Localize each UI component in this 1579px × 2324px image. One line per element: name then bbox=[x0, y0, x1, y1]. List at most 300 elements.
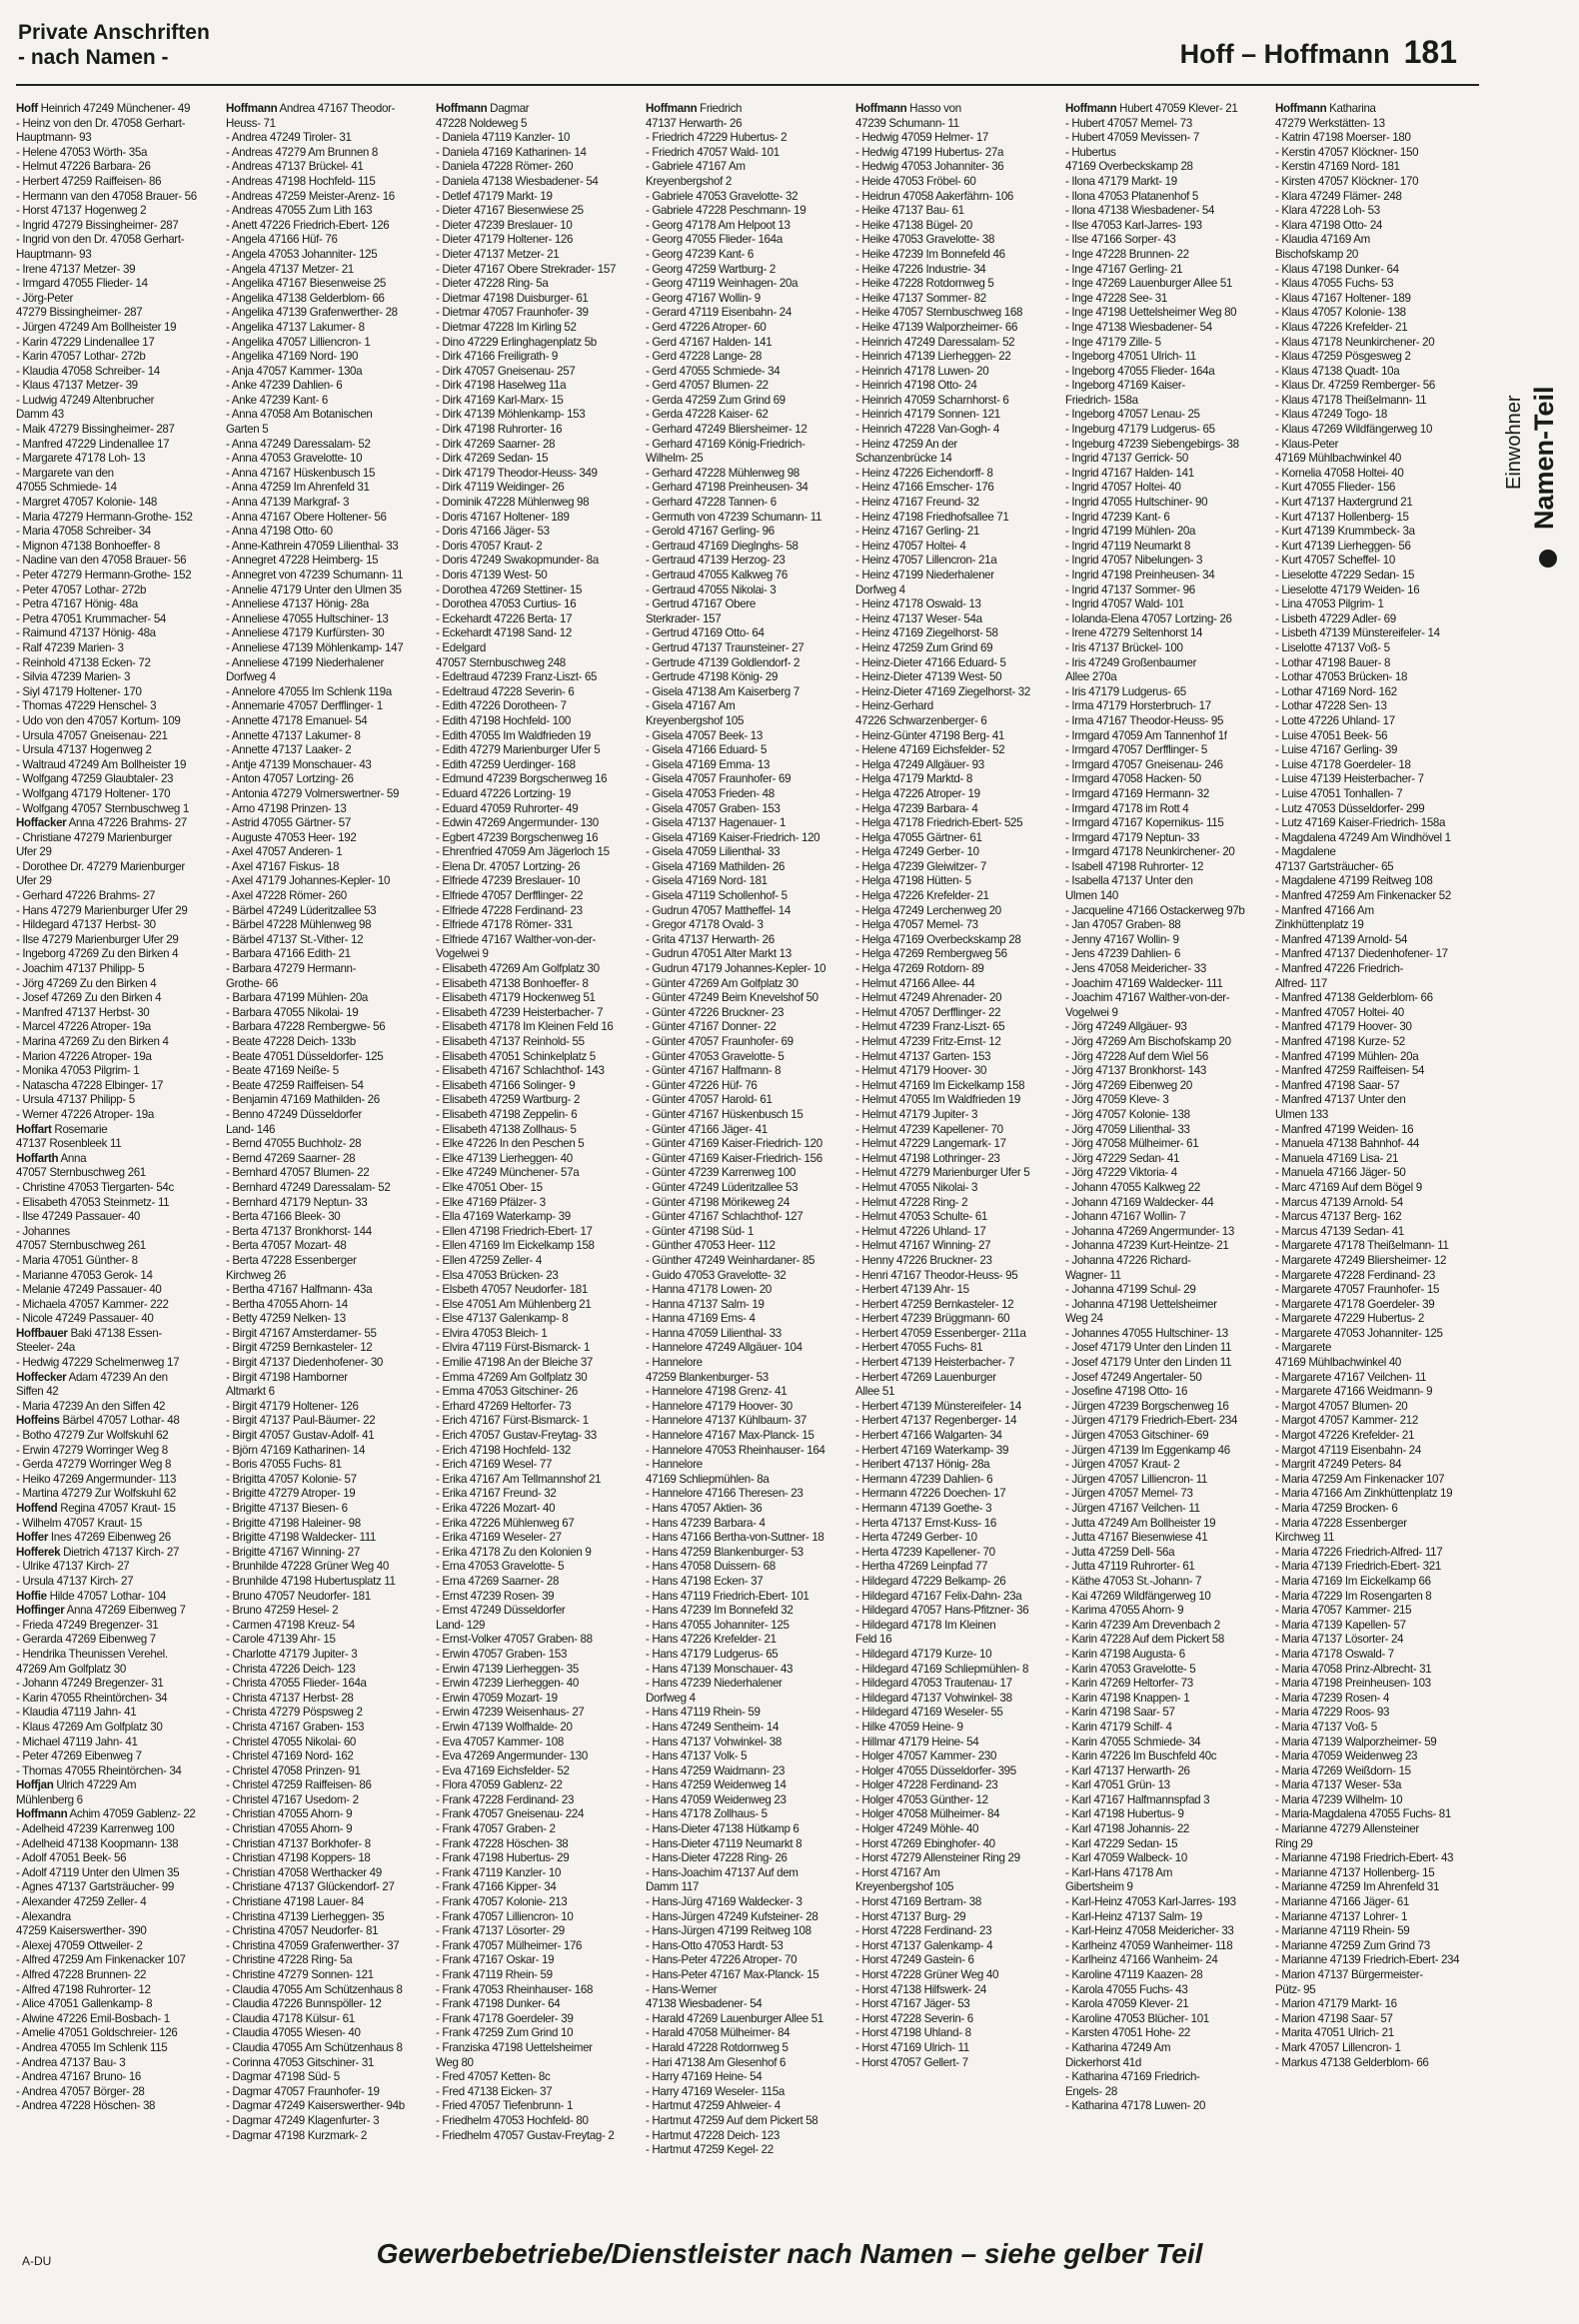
entry-text: - Frank 47057 Lilliencron- 10 bbox=[436, 1909, 574, 1923]
directory-entry bbox=[226, 2129, 430, 2144]
directory-entry bbox=[646, 802, 849, 817]
directory-entry bbox=[226, 1764, 430, 1779]
entry-text: - Heinz 47259 An der bbox=[855, 437, 957, 451]
entry-text: - Gerhard 47198 Preinheusen- 34 bbox=[646, 481, 808, 495]
entry-text: - Hans-Otto 47053 Hardt- 53 bbox=[646, 1938, 784, 1952]
entry-text: - Maria 47178 Oswald- 7 bbox=[1275, 1647, 1394, 1661]
directory-entry bbox=[855, 1968, 1059, 1983]
entry-text: - Dagmar 47198 Süd- 5 bbox=[226, 2070, 340, 2084]
directory-entry bbox=[226, 306, 430, 321]
entry-text: - Kerstin 47057 Klöckner- 150 bbox=[1275, 145, 1419, 159]
entry-text: - Horst 47169 Ulrich- 11 bbox=[855, 2040, 969, 2054]
directory-entry bbox=[1275, 1210, 1479, 1225]
directory-entry bbox=[646, 1254, 849, 1269]
directory-entry bbox=[436, 802, 640, 817]
directory-entry bbox=[1275, 1997, 1479, 2012]
entry-text: - Maria 47239 Wilhelm- 10 bbox=[1275, 1792, 1403, 1806]
directory-entry bbox=[855, 1400, 1059, 1415]
entry-text: Adam 47239 An den bbox=[66, 1370, 168, 1384]
entry-text: - Manfred 47137 Unter den bbox=[1275, 1093, 1406, 1107]
entry-text: - Gerard 47119 Eisenbahn- 24 bbox=[646, 306, 791, 320]
directory-entry bbox=[436, 874, 640, 889]
entry-text: - Hans 47119 Rhein- 59 bbox=[646, 1706, 761, 1720]
directory-entry bbox=[226, 612, 430, 627]
entry-text: - Jürgen 47249 Am Bollheister 19 bbox=[16, 320, 177, 334]
directory-entry bbox=[1275, 743, 1479, 758]
entry-text: - Gabriele 47167 Am bbox=[646, 160, 746, 174]
entry-text: - Andrea 47137 Bau- 3 bbox=[16, 2055, 126, 2069]
directory-entry bbox=[646, 1560, 849, 1575]
directory-entry bbox=[855, 1429, 1059, 1444]
directory-entry bbox=[1275, 1706, 1479, 1721]
entry-text: - Isabella 47137 Unter den bbox=[1065, 874, 1193, 888]
entry-text: - Edith 47259 Uerdinger- 168 bbox=[436, 757, 576, 771]
directory-entry bbox=[855, 787, 1059, 802]
entry-text: - Hans-Dieter 47138 Hütkamp 6 bbox=[646, 1822, 799, 1836]
entry-text: - Ingrid 47199 Mühlen- 20a bbox=[1065, 525, 1196, 539]
directory-entry bbox=[1065, 1093, 1269, 1108]
entry-text: Gibertsheim 9 bbox=[1065, 1880, 1133, 1894]
directory-entry bbox=[855, 1050, 1059, 1065]
entry-text: - Ingeborg 47051 Ulrich- 11 bbox=[1065, 350, 1196, 364]
directory-entry bbox=[646, 1312, 849, 1327]
directory-entry bbox=[1275, 160, 1479, 175]
entry-text: - Fred 47057 Ketten- 8c bbox=[436, 2070, 551, 2084]
directory-entry bbox=[16, 1108, 220, 1123]
entry-text: - Edith 47198 Hochfeld- 100 bbox=[436, 713, 571, 727]
directory-entry bbox=[16, 1166, 220, 1181]
entry-text: - Karin 47226 Im Buschfeld 40c bbox=[1065, 1749, 1217, 1763]
entry-text: - Franziska 47198 Uettelsheimer bbox=[436, 2040, 593, 2054]
directory-entry bbox=[855, 1239, 1059, 1254]
directory-entry bbox=[226, 1983, 430, 1998]
entry-text: - Gerd 47228 Lange- 28 bbox=[646, 350, 763, 364]
entry-text: 47269 Am Golfplatz 30 bbox=[16, 1662, 126, 1676]
directory-entry bbox=[1275, 1778, 1479, 1793]
entry-text: - Hans 47058 Duissern- 68 bbox=[646, 1560, 776, 1574]
directory-entry bbox=[16, 991, 220, 1006]
directory-entry bbox=[646, 1225, 849, 1240]
entry-text: - Hans-Werner bbox=[646, 1982, 718, 1996]
directory-entry bbox=[1065, 1590, 1269, 1605]
entry-text: - Gisela 47059 Lilienthal- 33 bbox=[646, 845, 781, 859]
entry-text: Bischofskamp 20 bbox=[1275, 247, 1359, 261]
entry-text: Anna 47269 Eibenweg 7 bbox=[64, 1604, 186, 1618]
entry-text: - Angelika 47057 Lilliencron- 1 bbox=[226, 335, 371, 349]
entry-text: - Helmut 47239 Fritz-Ernst- 12 bbox=[855, 1035, 1001, 1048]
entry-text: - Johannes 47055 Hultschiner- 13 bbox=[1065, 1326, 1228, 1340]
entry-text: Mühlenberg 6 bbox=[16, 1792, 83, 1806]
directory-entry bbox=[646, 1152, 849, 1167]
entry-text: - Andreas 47137 Brückel- 41 bbox=[226, 160, 364, 174]
entry-text: - Dirk 47169 Karl-Marx- 15 bbox=[436, 393, 564, 407]
entry-text: - Heinz 47259 Zum Grind 69 bbox=[855, 640, 993, 654]
directory-entry bbox=[436, 1181, 640, 1196]
entry-text: - Günter 47198 Süd- 1 bbox=[646, 1224, 755, 1238]
entry-text: - Andreas 47279 Am Brunnen 8 bbox=[226, 145, 378, 159]
directory-entry bbox=[1275, 1910, 1479, 1925]
entry-text: - Klaudia 47058 Schreiber- 14 bbox=[16, 364, 160, 378]
entry-text: - Maria 47269 Weißdorn- 15 bbox=[1275, 1763, 1411, 1777]
entry-text: - Alfred 47228 Brunnen- 22 bbox=[16, 1968, 147, 1981]
entry-text: - Frank 47198 Hubertus- 29 bbox=[436, 1851, 570, 1865]
entry-text: - Bernhard 47179 Neptun- 33 bbox=[226, 1195, 368, 1209]
directory-entry bbox=[436, 1239, 640, 1254]
directory-entry bbox=[436, 743, 640, 758]
directory-entry bbox=[436, 1633, 640, 1648]
entry-text: - Inge 47228 Brunnen- 22 bbox=[1065, 247, 1189, 261]
entry-text: - Magdalene bbox=[1275, 845, 1336, 859]
entry-text: - Margarete 47178 Goerdeler- 39 bbox=[1275, 1297, 1435, 1311]
directory-entry bbox=[436, 423, 640, 438]
directory-entry bbox=[436, 1298, 640, 1313]
entry-text: - Dirk 47269 Saarner- 28 bbox=[436, 437, 556, 451]
directory-entry bbox=[855, 933, 1059, 948]
directory-entry bbox=[855, 394, 1059, 409]
directory-entry bbox=[436, 1997, 640, 2012]
entry-text: - Heinrich 47228 Van-Gogh- 4 bbox=[855, 423, 1000, 437]
directory-entry bbox=[1065, 438, 1269, 453]
entry-text: Dorfweg 4 bbox=[855, 582, 905, 596]
entry-text: - Iolanda-Elena 47057 Lortzing- 26 bbox=[1065, 611, 1232, 625]
entry-text: - Marianne 47259 Im Ahrenfeld 31 bbox=[1275, 1880, 1440, 1894]
directory-entry bbox=[855, 102, 1059, 117]
entry-text: - Birgit 47198 Hamborner bbox=[226, 1370, 348, 1384]
directory-entry bbox=[1275, 306, 1479, 321]
directory-entry bbox=[436, 1225, 640, 1240]
entry-text: - Gerd 47167 Halden- 141 bbox=[646, 335, 773, 349]
directory-entry bbox=[16, 772, 220, 787]
directory-entry bbox=[646, 1108, 849, 1123]
directory-entry bbox=[436, 160, 640, 175]
directory-entry bbox=[436, 1093, 640, 1108]
directory-entry bbox=[226, 1517, 430, 1532]
entry-text: - Harry 47169 Heine- 54 bbox=[646, 2070, 763, 2084]
directory-entry bbox=[16, 641, 220, 656]
directory-entry bbox=[1275, 481, 1479, 496]
directory-entry bbox=[16, 204, 220, 219]
entry-text: - Georg 47119 Weinhagen- 20a bbox=[646, 277, 798, 291]
directory-entry bbox=[436, 1108, 640, 1123]
directory-entry bbox=[646, 1663, 849, 1678]
entry-text: - Ilse 47053 Karl-Jarres- 193 bbox=[1065, 218, 1202, 232]
directory-entry bbox=[16, 1298, 220, 1313]
directory-entry bbox=[1275, 641, 1479, 656]
entry-text: - Annemarie 47057 Derfflinger- 1 bbox=[226, 699, 383, 713]
entry-text: - Elke 47051 Ober- 15 bbox=[436, 1180, 543, 1194]
entry-text: - Gudrun 47051 Alter Markt 13 bbox=[646, 947, 791, 961]
entry-text: - Gisela 47169 Kaiser-Friedrich- 120 bbox=[646, 830, 820, 844]
entry-text: - Helmut 47055 Im Waldfrieden 19 bbox=[855, 1093, 1020, 1107]
entry-text: - Frank 47137 Lösorter- 29 bbox=[436, 1924, 565, 1938]
entry-text: - Marita 47051 Ulrich- 21 bbox=[1275, 2026, 1394, 2040]
entry-text: - Agnes 47137 Gartsträucher- 99 bbox=[16, 1880, 175, 1894]
directory-entry bbox=[1275, 1749, 1479, 1764]
directory-entry bbox=[1275, 962, 1479, 977]
entry-text: - Marcus 47139 Arnold- 54 bbox=[1275, 1195, 1403, 1209]
directory-columns bbox=[16, 102, 1479, 2220]
entry-text: - Hedwig 47199 Hubertus- 27a bbox=[855, 145, 1004, 159]
directory-entry bbox=[855, 1473, 1059, 1488]
directory-entry bbox=[16, 248, 220, 263]
entry-text: - Harry 47169 Weseler- 115a bbox=[646, 2084, 785, 2098]
entry-text: - Manfred 47226 Friedrich- bbox=[1275, 962, 1404, 976]
directory-entry bbox=[436, 365, 640, 380]
entry-text: Kreyenbergshof 2 bbox=[646, 174, 732, 188]
directory-entry bbox=[1065, 1444, 1269, 1459]
directory-entry bbox=[1275, 845, 1479, 860]
entry-text: 47169 Mühlbachwinkel 40 bbox=[1275, 1356, 1402, 1370]
entry-text: - Elisabeth 47051 Schinkelplatz 5 bbox=[436, 1049, 596, 1063]
entry-text: - Andreas 47259 Meister-Arenz- 16 bbox=[226, 189, 395, 203]
directory-entry bbox=[1275, 1939, 1479, 1954]
directory-entry bbox=[1065, 1546, 1269, 1561]
entry-text: - Irmgard 47059 Am Tannenhof 1f bbox=[1065, 728, 1227, 742]
entry-text: - Inge 47269 Lauenburger Allee 51 bbox=[1065, 277, 1233, 291]
page-number: 181 bbox=[1403, 34, 1457, 70]
entry-text: - Brigitte 47279 Atroper- 19 bbox=[226, 1487, 356, 1501]
directory-entry bbox=[646, 1196, 849, 1211]
entry-text: - Gerold 47167 Gerling- 96 bbox=[646, 525, 775, 539]
directory-entry bbox=[226, 1020, 430, 1035]
directory-entry bbox=[16, 831, 220, 846]
directory-entry bbox=[1275, 554, 1479, 569]
entry-text: - Adelheid 47239 Karrenweg 100 bbox=[16, 1822, 175, 1836]
entry-text: - Hans 47226 Krefelder- 21 bbox=[646, 1633, 777, 1647]
entry-text: - Hannelore 47166 Theresen- 23 bbox=[646, 1487, 803, 1501]
directory-entry bbox=[855, 918, 1059, 933]
directory-entry bbox=[1065, 146, 1269, 161]
entry-text: - Günter 47057 Harold- 61 bbox=[646, 1093, 773, 1107]
entry-text: - Elisabeth 47239 Heisterbacher- 7 bbox=[436, 1005, 604, 1019]
directory-entry bbox=[646, 1020, 849, 1035]
entry-text: - Hedwig 47229 Schelmenweg 17 bbox=[16, 1356, 180, 1370]
entry-text: - Hartmut 47259 Auf dem Pickert 58 bbox=[646, 2113, 818, 2127]
directory-entry bbox=[436, 219, 640, 234]
entry-text: Wagner- 11 bbox=[1065, 1268, 1121, 1282]
entry-text: - Hans-Jürg 47169 Waldecker- 3 bbox=[646, 1895, 802, 1909]
directory-entry bbox=[855, 1312, 1059, 1327]
directory-entry bbox=[646, 1093, 849, 1108]
directory-entry bbox=[646, 1968, 849, 1983]
directory-entry bbox=[855, 1123, 1059, 1138]
directory-entry bbox=[1275, 1429, 1479, 1444]
entry-text: - Brigitte 47198 Waldecker- 111 bbox=[226, 1531, 377, 1545]
directory-entry bbox=[855, 641, 1059, 656]
directory-entry bbox=[226, 1502, 430, 1517]
directory-entry bbox=[226, 1953, 430, 1968]
entry-text: - Ralf 47239 Marien- 3 bbox=[16, 640, 124, 654]
directory-entry bbox=[646, 991, 849, 1006]
entry-text: - Katrin 47198 Moerser- 180 bbox=[1275, 131, 1411, 145]
entry-text: - Manfred 47137 Diedenhofener- 17 bbox=[1275, 947, 1448, 961]
directory-entry bbox=[226, 2026, 430, 2041]
entry-text: - Margarete 47167 Veilchen- 11 bbox=[1275, 1370, 1427, 1384]
directory-entry bbox=[1065, 1663, 1269, 1678]
entry-text: - Horst 47198 Uhland- 8 bbox=[855, 2026, 971, 2040]
entry-text: - Bernhard 47249 Daressalam- 52 bbox=[226, 1180, 391, 1194]
directory-entry bbox=[646, 1837, 849, 1852]
entry-text: - Jacqueline 47166 Ostackerweg 97b bbox=[1065, 903, 1245, 917]
entry-text: - Heike 47137 Bau- 61 bbox=[855, 204, 964, 218]
entry-text: - Günter 47166 Jäger- 41 bbox=[646, 1122, 768, 1136]
surname: Hoffinger bbox=[16, 1604, 65, 1618]
directory-entry bbox=[855, 977, 1059, 992]
directory-entry bbox=[436, 685, 640, 700]
entry-text: Andrea 47167 Theodor- bbox=[277, 102, 396, 115]
entry-text: - Günther 47249 Weinhardaner- 85 bbox=[646, 1253, 815, 1267]
entry-text: - Maria 47239 An den Siffen 42 bbox=[16, 1399, 166, 1413]
directory-entry bbox=[646, 1517, 849, 1532]
entry-text: - Anna 47167 Hüskenbusch 15 bbox=[226, 466, 376, 480]
entry-text: - Anneliese 47137 Hönig- 28a bbox=[226, 597, 369, 611]
directory-entry bbox=[855, 1371, 1059, 1386]
directory-entry bbox=[226, 962, 430, 977]
entry-text: - Lutz 47169 Kaiser-Friedrich- 158a bbox=[1275, 816, 1446, 830]
directory-entry bbox=[1065, 2056, 1269, 2071]
directory-entry bbox=[1065, 1648, 1269, 1663]
directory-entry bbox=[1065, 1560, 1269, 1575]
entry-text: - Josef 47249 Angertaler- 50 bbox=[1065, 1370, 1202, 1384]
directory-entry bbox=[436, 233, 640, 248]
entry-text: - Jürgen 47057 Lilliencron- 11 bbox=[1065, 1472, 1208, 1486]
entry-text: - Ingrid 47239 Kant- 6 bbox=[1065, 510, 1170, 524]
entry-text: - Andreas 47198 Hochfeld- 115 bbox=[226, 174, 376, 188]
directory-entry bbox=[436, 772, 640, 787]
entry-text: - Helga 47198 Hütten- 5 bbox=[855, 874, 971, 888]
directory-entry bbox=[1065, 889, 1269, 904]
directory-entry bbox=[1275, 131, 1479, 146]
directory-entry bbox=[226, 1749, 430, 1764]
directory-entry bbox=[16, 1239, 220, 1254]
directory-entry bbox=[436, 467, 640, 482]
directory-entry bbox=[1275, 1050, 1479, 1065]
entry-text: - Ingrid 47057 Holtei- 40 bbox=[1065, 481, 1181, 495]
entry-text: - Elisabeth 47053 Steinmetz- 11 bbox=[16, 1195, 170, 1209]
entry-text: - Elisabeth 47138 Bonhoeffer- 8 bbox=[436, 976, 589, 990]
directory-entry bbox=[646, 306, 849, 321]
entry-text: - Gertrud 47137 Traunsteiner- 27 bbox=[646, 640, 804, 654]
directory-entry bbox=[855, 816, 1059, 831]
entry-text: - Manuela 47169 Lisa- 21 bbox=[1275, 1151, 1399, 1165]
directory-entry bbox=[646, 1692, 849, 1707]
directory-entry bbox=[1065, 612, 1269, 627]
directory-entry bbox=[436, 1400, 640, 1415]
entry-text: - Magdalene 47199 Reitweg 108 bbox=[1275, 874, 1433, 888]
directory-entry bbox=[1065, 117, 1269, 132]
directory-entry bbox=[646, 1575, 849, 1590]
entry-text: - Karin 47055 Schmiede- 34 bbox=[1065, 1735, 1201, 1748]
directory-entry bbox=[1065, 1020, 1269, 1035]
directory-entry bbox=[1065, 787, 1269, 802]
entry-text: - Frank 47178 Goerdeler- 39 bbox=[436, 2011, 574, 2025]
entry-text: - Heike 47053 Gravelotte- 38 bbox=[855, 233, 995, 247]
directory-entry bbox=[16, 131, 220, 146]
entry-text: - Dietmar 47228 Im Kirling 52 bbox=[436, 320, 577, 334]
directory-entry bbox=[226, 1064, 430, 1079]
entry-text: - Jutta 47259 Dell- 56a bbox=[1065, 1545, 1175, 1559]
entry-text: - Gerarda 47269 Eibenweg 7 bbox=[16, 1633, 156, 1647]
directory-entry bbox=[646, 1414, 849, 1429]
entry-text: - Erwin 47057 Graben- 153 bbox=[436, 1647, 568, 1661]
entry-text: - Johannes bbox=[16, 1224, 70, 1238]
entry-text: - Ingeborg 47169 Kaiser- bbox=[1065, 379, 1185, 393]
entry-text: - Jutta 47167 Biesenwiese 41 bbox=[1065, 1531, 1208, 1545]
directory-entry bbox=[855, 233, 1059, 248]
directory-entry bbox=[1275, 321, 1479, 336]
entry-text: - Manfred 47139 Arnold- 54 bbox=[1275, 932, 1408, 946]
directory-entry bbox=[1275, 1764, 1479, 1779]
directory-entry bbox=[1275, 1093, 1479, 1108]
entry-text: - Claudia 47055 Am Schützenhaus 8 bbox=[226, 2040, 403, 2054]
directory-entry bbox=[226, 787, 430, 802]
entry-text: - Manfred 47229 Lindenallee 17 bbox=[16, 437, 170, 451]
directory-entry bbox=[1275, 1006, 1479, 1021]
entry-text: - Horst 47167 Jäger- 53 bbox=[855, 1997, 970, 2011]
directory-entry bbox=[1065, 670, 1269, 685]
directory-entry bbox=[1275, 2056, 1479, 2071]
side-tab-line1: Einwohner bbox=[1503, 395, 1525, 490]
entry-text: - Raimund 47137 Hönig- 48a bbox=[16, 626, 156, 640]
directory-entry bbox=[226, 481, 430, 496]
entry-text: - Erika 47226 Mühlenweg 67 bbox=[436, 1516, 575, 1530]
entry-text: - Klaus 47259 Pösgesweg 2 bbox=[1275, 350, 1411, 364]
directory-entry bbox=[855, 160, 1059, 175]
side-tab-bullet bbox=[1539, 550, 1557, 568]
directory-entry bbox=[646, 1546, 849, 1561]
entry-text: - Gertraud 47169 Dieglnghs- 58 bbox=[646, 539, 798, 553]
entry-text: - Marianne 47119 Rhein- 59 bbox=[1275, 1924, 1410, 1938]
directory-entry bbox=[1275, 146, 1479, 161]
entry-text: - Angelika 47167 Biesenweise 25 bbox=[226, 277, 386, 291]
entry-text: - Josefine 47198 Otto- 16 bbox=[1065, 1385, 1188, 1399]
entry-text: - Irmgard 47169 Hermann- 32 bbox=[1065, 786, 1209, 800]
entry-text: - Gisela 47169 Nord- 181 bbox=[646, 874, 768, 888]
directory-entry bbox=[1275, 1793, 1479, 1808]
entry-text: - Helmut 47053 Schulte- 61 bbox=[855, 1210, 988, 1224]
directory-entry bbox=[226, 889, 430, 904]
entry-text: - Günter 47226 Bruckner- 23 bbox=[646, 1005, 785, 1019]
directory-entry bbox=[436, 117, 640, 132]
entry-text: - Ingrid 47119 Neumarkt 8 bbox=[1065, 539, 1191, 553]
directory-entry bbox=[16, 1910, 220, 1925]
directory-entry bbox=[646, 204, 849, 219]
directory-entry bbox=[436, 1575, 640, 1590]
entry-text: - Eckehardt 47226 Berta- 17 bbox=[436, 611, 573, 625]
directory-entry bbox=[16, 1473, 220, 1488]
directory-entry bbox=[226, 1371, 430, 1386]
directory-entry bbox=[226, 1736, 430, 1750]
entry-text: - Erhard 47269 Heltorfer- 73 bbox=[436, 1399, 572, 1413]
entry-text: - Karl-Hans 47178 Am bbox=[1065, 1865, 1173, 1879]
directory-entry bbox=[226, 554, 430, 569]
entry-text: - Brunhilde 47198 Hubertusplatz 11 bbox=[226, 1574, 396, 1588]
entry-text: - Karin 47055 Rheintörchen- 34 bbox=[16, 1691, 168, 1705]
directory-entry bbox=[855, 583, 1059, 598]
entry-text: - Maria 47259 Brocken- 6 bbox=[1275, 1502, 1398, 1515]
directory-entry bbox=[436, 1210, 640, 1225]
directory-entry bbox=[16, 1327, 220, 1342]
directory-entry bbox=[436, 583, 640, 598]
entry-text: - Gisela 47167 Am bbox=[646, 699, 736, 713]
directory-entry bbox=[646, 2085, 849, 2100]
directory-entry bbox=[226, 1997, 430, 2012]
directory-entry bbox=[16, 1210, 220, 1225]
entry-text: - Edith 47055 Im Waldfrieden 19 bbox=[436, 728, 591, 742]
entry-text: - Christina 47057 Neudorfer- 81 bbox=[226, 1924, 379, 1938]
entry-text: - Karsten 47051 Hohe- 22 bbox=[1065, 2026, 1191, 2040]
directory-entry bbox=[1065, 772, 1269, 787]
